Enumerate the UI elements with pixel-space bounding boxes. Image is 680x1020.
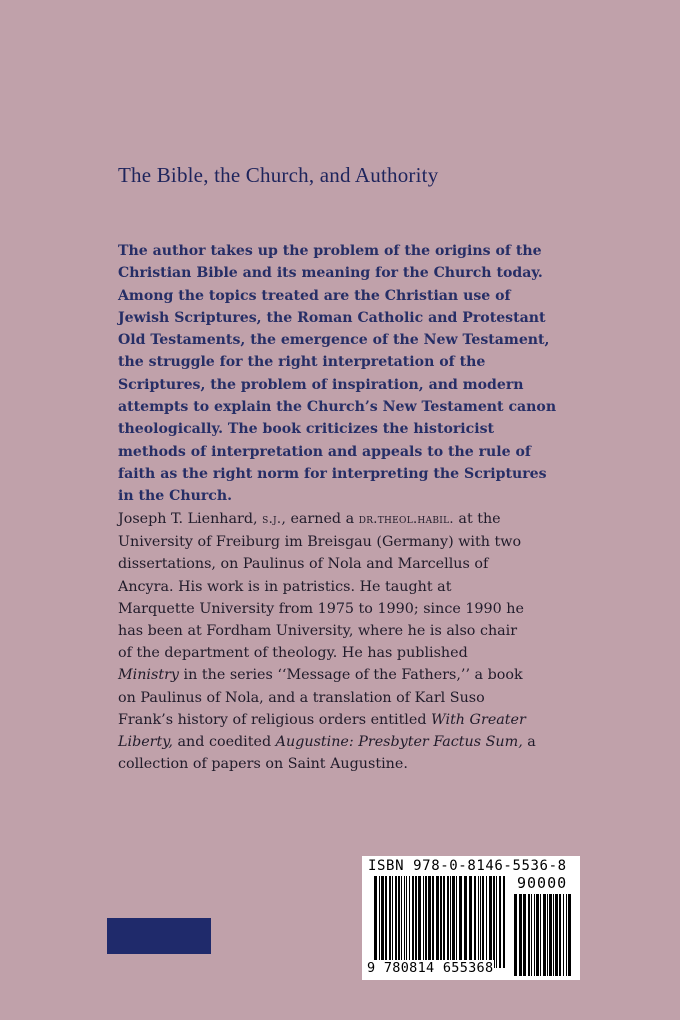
- bio-title-sj: s.j.: [262, 512, 282, 527]
- barcode-bar: [464, 876, 467, 968]
- bio-line: University of Freiburg im Breisgau (Germany) with two: [118, 534, 522, 551]
- description-line: Jewish Scriptures, the Roman Catholic and Protestant: [118, 309, 546, 326]
- bio-text: in the series ‘‘Message of the Fathers,’’ a book: [179, 667, 523, 684]
- barcode-bar: [531, 894, 532, 976]
- barcode-bar: [432, 876, 434, 968]
- bio-line: collection of papers on Saint Augustine.: [118, 756, 408, 773]
- bio-book-title: Augustine: Presbyter Factus Sum,: [275, 734, 523, 751]
- barcode-bar: [540, 894, 541, 976]
- bio-line: [118, 731, 588, 753]
- barcode-bar: [415, 876, 417, 968]
- description-line: Old Testaments, the emergence of the New Testament,: [118, 332, 550, 349]
- bio-text: , earned a: [281, 511, 359, 527]
- book-title: The Bible, the Church, and Authority: [118, 163, 439, 187]
- barcode-bar: [425, 876, 427, 968]
- bio-text: and coedited: [172, 734, 276, 751]
- barcode-bar: [379, 876, 380, 968]
- barcode-bar: [549, 894, 552, 976]
- isbn-barcode: [362, 856, 580, 980]
- bio-line: dissertations, on Paulinus of Nola and Marcellus of: [118, 556, 489, 573]
- bio-book-title: With Greater: [431, 711, 526, 728]
- barcode-bar: [474, 876, 476, 968]
- barcode-bar: [406, 876, 407, 968]
- bio-line: [118, 508, 588, 531]
- barcode-bar: [469, 876, 472, 968]
- description-line: Scriptures, the problem of inspiration, and modern: [118, 376, 524, 393]
- description-line: attempts to explain the Church’s New Testament canon: [118, 399, 557, 416]
- barcode-bar: [443, 876, 445, 968]
- barcode-bar: [543, 894, 546, 976]
- barcode-bar: [447, 876, 449, 968]
- barcode-bar: [528, 894, 530, 976]
- description-line: the struggle for the right interpretation of the: [118, 354, 486, 371]
- barcode-bar: [395, 876, 397, 968]
- description-line: faith as the right norm for interpreting the Scriptures: [118, 465, 547, 482]
- barcode-bar: [404, 876, 405, 968]
- barcode-bar: [523, 894, 526, 976]
- barcode-bar: [482, 876, 484, 968]
- bio-line: has been at Fordham University, where he is also chair: [118, 623, 518, 640]
- barcode-bar: [534, 894, 535, 976]
- bio-line: Marquette University from 1975 to 1990; since 1990 he: [118, 600, 524, 617]
- barcode-bar: [398, 876, 400, 968]
- bio-text: Frank’s history of religious orders entitled: [118, 711, 432, 728]
- bio-line: Ancyra. His work is in patristics. He taught at: [118, 578, 452, 595]
- barcode-bar: [555, 894, 558, 976]
- book-description: [118, 240, 588, 508]
- bio-book-title: Ministry: [118, 667, 179, 684]
- barcode-bar: [385, 876, 387, 968]
- barcode-ean-digits: 9 780814 655368: [367, 960, 494, 976]
- barcode-bar: [392, 876, 393, 968]
- barcode-bar: [503, 876, 505, 968]
- description-line: methods of interpretation and appeals to the rule of: [118, 443, 531, 460]
- barcode-bar: [480, 876, 481, 968]
- barcode-bar: [559, 894, 561, 976]
- barcode-bar: [496, 876, 497, 968]
- bio-degree: dr.theol.habil.: [358, 512, 454, 527]
- bio-text: Joseph T. Lienhard,: [118, 511, 263, 527]
- barcode-bar: [423, 876, 424, 968]
- barcode-bar: [440, 876, 442, 968]
- barcode-bar: [553, 894, 554, 976]
- barcode-bar: [389, 876, 391, 968]
- bio-book-title: Liberty,: [118, 734, 173, 751]
- bio-line: [118, 664, 588, 686]
- isbn-label: ISBN 978-0-8146-5536-8: [368, 858, 567, 874]
- barcode-bar: [428, 876, 431, 968]
- barcode-bar: [381, 876, 384, 968]
- bio-line: of the department of theology. He has published: [118, 645, 468, 662]
- barcode-bar: [499, 876, 501, 968]
- author-bio: [118, 508, 588, 775]
- bio-text: at the: [453, 511, 501, 527]
- barcode-bar: [374, 876, 377, 968]
- barcode-bar: [486, 876, 487, 968]
- barcode-bar: [436, 876, 439, 968]
- barcode-bar: [456, 876, 457, 968]
- bio-line: [118, 709, 588, 731]
- barcode-bar: [452, 876, 455, 968]
- barcode-bar: [418, 876, 421, 968]
- barcode-bar: [514, 894, 517, 976]
- barcode-bar: [568, 894, 571, 976]
- description-line: Christian Bible and its meaning for the Church today.: [118, 265, 543, 282]
- bio-text: a: [522, 734, 536, 751]
- barcode-bar: [450, 876, 451, 968]
- barcode-bar: [566, 894, 567, 976]
- barcode-bar: [547, 894, 548, 976]
- barcode-bar: [412, 876, 414, 968]
- barcode-bar: [409, 876, 410, 968]
- barcode-bar: [459, 876, 462, 968]
- barcode-bar: [536, 894, 539, 976]
- barcode-bar: [519, 894, 522, 976]
- description-line: in the Church.: [118, 488, 233, 505]
- barcode-bar: [563, 894, 564, 976]
- bio-line: on Paulinus of Nola, and a translation of Karl Suso: [118, 689, 485, 706]
- barcode-addon-digits: 90000: [517, 874, 568, 892]
- barcode-bar: [489, 876, 492, 968]
- publisher-color-block: [107, 918, 211, 954]
- barcode-bar: [401, 876, 402, 968]
- barcode-bar: [478, 876, 479, 968]
- description-line: Among the topics treated are the Christian use of: [118, 287, 511, 304]
- description-line: The author takes up the problem of the origins of the: [118, 243, 542, 259]
- barcode-bar: [493, 876, 495, 968]
- description-line: theologically. The book criticizes the historicist: [118, 421, 495, 438]
